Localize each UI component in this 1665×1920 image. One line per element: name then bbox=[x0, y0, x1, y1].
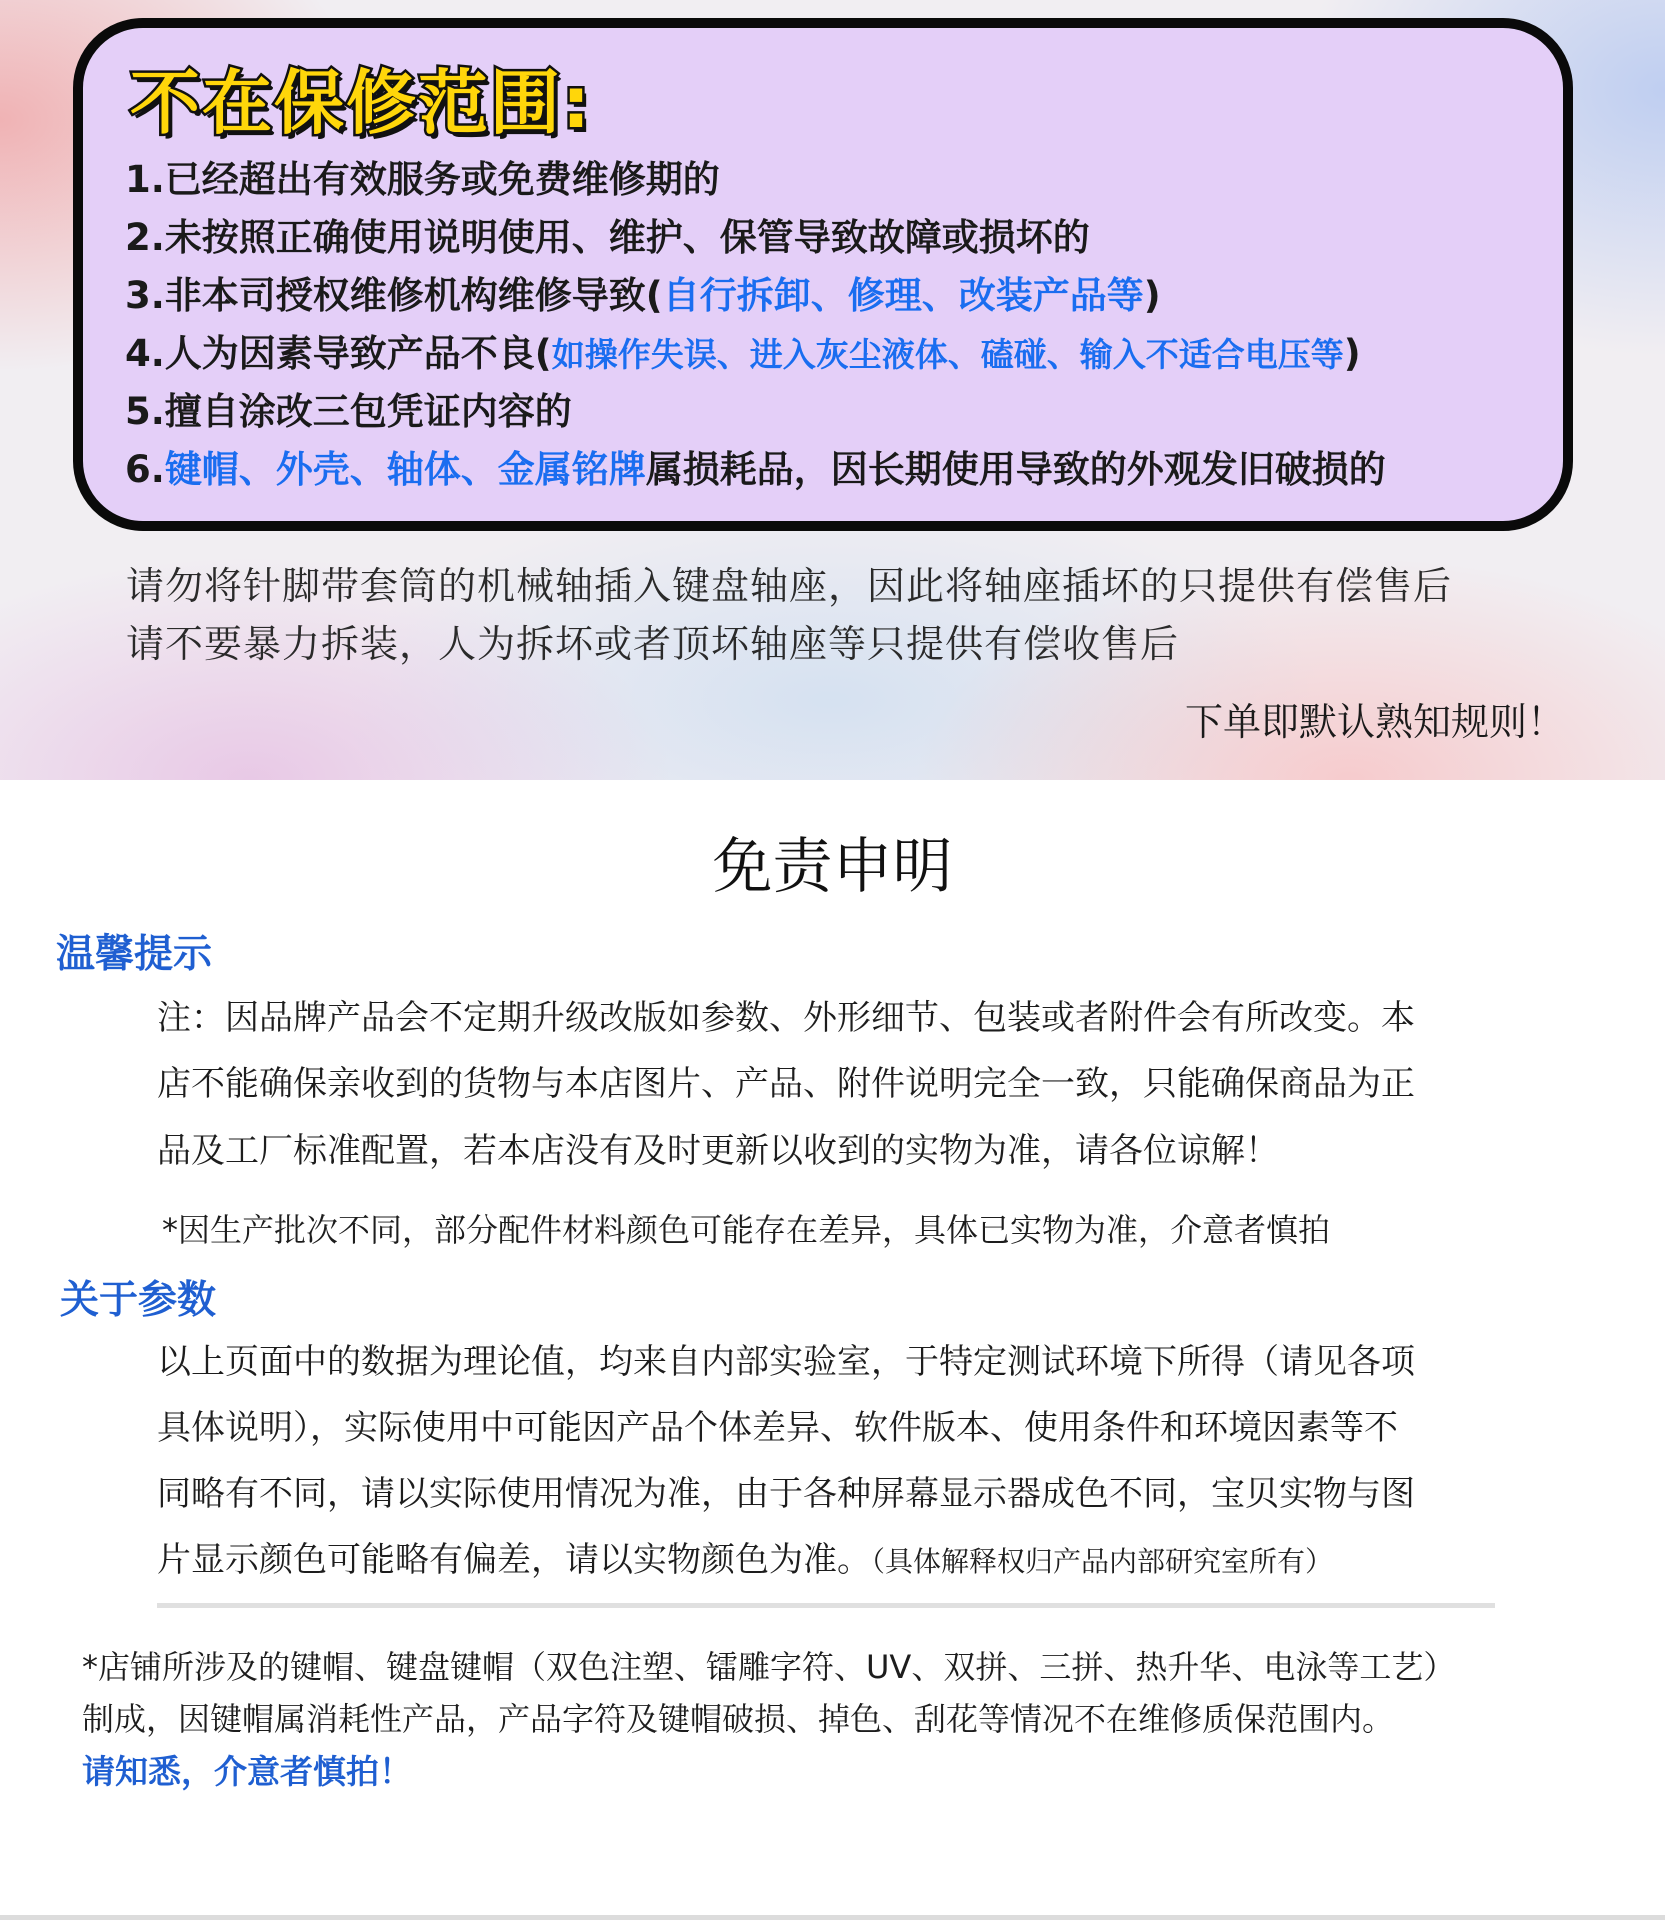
rule-text: 3.非本司授权维修机构维修导致( bbox=[125, 274, 663, 317]
footer-line-1: *店铺所涉及的键帽、键盘键帽（双色注塑、镭雕字符、UV、双拼、三拼、热升华、电泳等工艺） bbox=[82, 1648, 1456, 1686]
warranty-rule-3 bbox=[125, 272, 1161, 320]
rule-highlight: 键帽、外壳、轴体、金属铭牌 bbox=[164, 448, 646, 491]
tips-line-3: 品及工厂标准配置，若本店没有及时更新以收到的实物为准，请各位谅解！ bbox=[157, 1131, 1279, 1171]
warranty-rule-4 bbox=[125, 330, 1361, 379]
rule-suffix: 属损耗品，因长期使用导致的外观发旧破损的 bbox=[645, 448, 1386, 491]
params-last-line: 片显示颜色可能略有偏差，请以实物颜色为准。 bbox=[157, 1540, 871, 1580]
tips-line-2: 店不能确保亲收到的货物与本店图片、产品、附件说明完全一致，只能确保商品为正 bbox=[157, 1064, 1415, 1104]
tips-heading: 温馨提示 bbox=[56, 932, 213, 977]
params-line-2: 具体说明），实际使用中可能因产品个体差异、软件版本、使用条件和环境因素等不 bbox=[157, 1408, 1398, 1448]
notice-line-1: 请勿将针脚带套筒的机械轴插入键盘轴座，因此将轴座插坏的只提供有偿售后 bbox=[126, 564, 1453, 608]
rule-text: 2.未按照正确使用说明使用、维护、保管导致故障或损坏的 bbox=[125, 216, 1090, 259]
warranty-rule-5 bbox=[125, 388, 572, 436]
tips-line-1: 注：因品牌产品会不定期升级改版如参数、外形细节、包装或者附件会有所改变。本 bbox=[157, 998, 1415, 1038]
rule-text: 5.擅自涂改三包凭证内容的 bbox=[125, 390, 572, 433]
rule-text: 4.人为因素导致产品不良( bbox=[125, 332, 552, 375]
warranty-rule-1 bbox=[125, 156, 720, 204]
rule-suffix: ) bbox=[1343, 332, 1361, 375]
warranty-rule-2 bbox=[125, 214, 1090, 262]
params-heading: 关于参数 bbox=[60, 1278, 217, 1323]
rule-text: 6. bbox=[125, 448, 165, 491]
warranty-title: 不在保修范围: bbox=[130, 62, 592, 144]
disclaimer-title: 免责申明 bbox=[712, 832, 953, 902]
params-line-4 bbox=[157, 1538, 1333, 1584]
footer-line-2: 制成，因键帽属消耗性产品，产品字符及键帽破损、掉色、刮花等情况不在维修质保范围内。 bbox=[82, 1700, 1395, 1738]
acknowledge-text: 下单即默认熟知规则！ bbox=[1184, 700, 1565, 744]
footer-emphasis: 请知悉，介意者慎拍！ bbox=[82, 1752, 412, 1791]
warranty-card bbox=[73, 18, 1573, 531]
params-copyright-note: （具体解释权归产品内部研究室所有） bbox=[871, 1545, 1334, 1578]
section-divider bbox=[157, 1603, 1495, 1608]
rule-highlight: 如操作失误、进入灰尘液体、磕碰、输入不适合电压等 bbox=[551, 335, 1344, 374]
bottom-divider bbox=[0, 1915, 1665, 1920]
rule-text: 1.已经超出有效服务或免费维修期的 bbox=[125, 158, 720, 201]
params-line-1: 以上页面中的数据为理论值，均来自内部实验室，于特定测试环境下所得（请见各项 bbox=[157, 1342, 1415, 1382]
warranty-section bbox=[0, 0, 1665, 780]
rule-highlight: 自行拆卸、修理、改装产品等 bbox=[662, 274, 1144, 317]
rule-suffix: ) bbox=[1143, 274, 1161, 317]
warranty-rule-6 bbox=[125, 446, 1386, 494]
params-line-3: 同略有不同，请以实际使用情况为准，由于各种屏幕显示器成色不同，宝贝实物与图 bbox=[157, 1474, 1415, 1514]
notice-line-2: 请不要暴力拆装，人为拆坏或者顶坏轴座等只提供有偿收售后 bbox=[126, 622, 1180, 666]
tips-note: *因生产批次不同，部分配件材料颜色可能存在差异，具体已实物为准，介意者慎拍 bbox=[162, 1211, 1331, 1249]
